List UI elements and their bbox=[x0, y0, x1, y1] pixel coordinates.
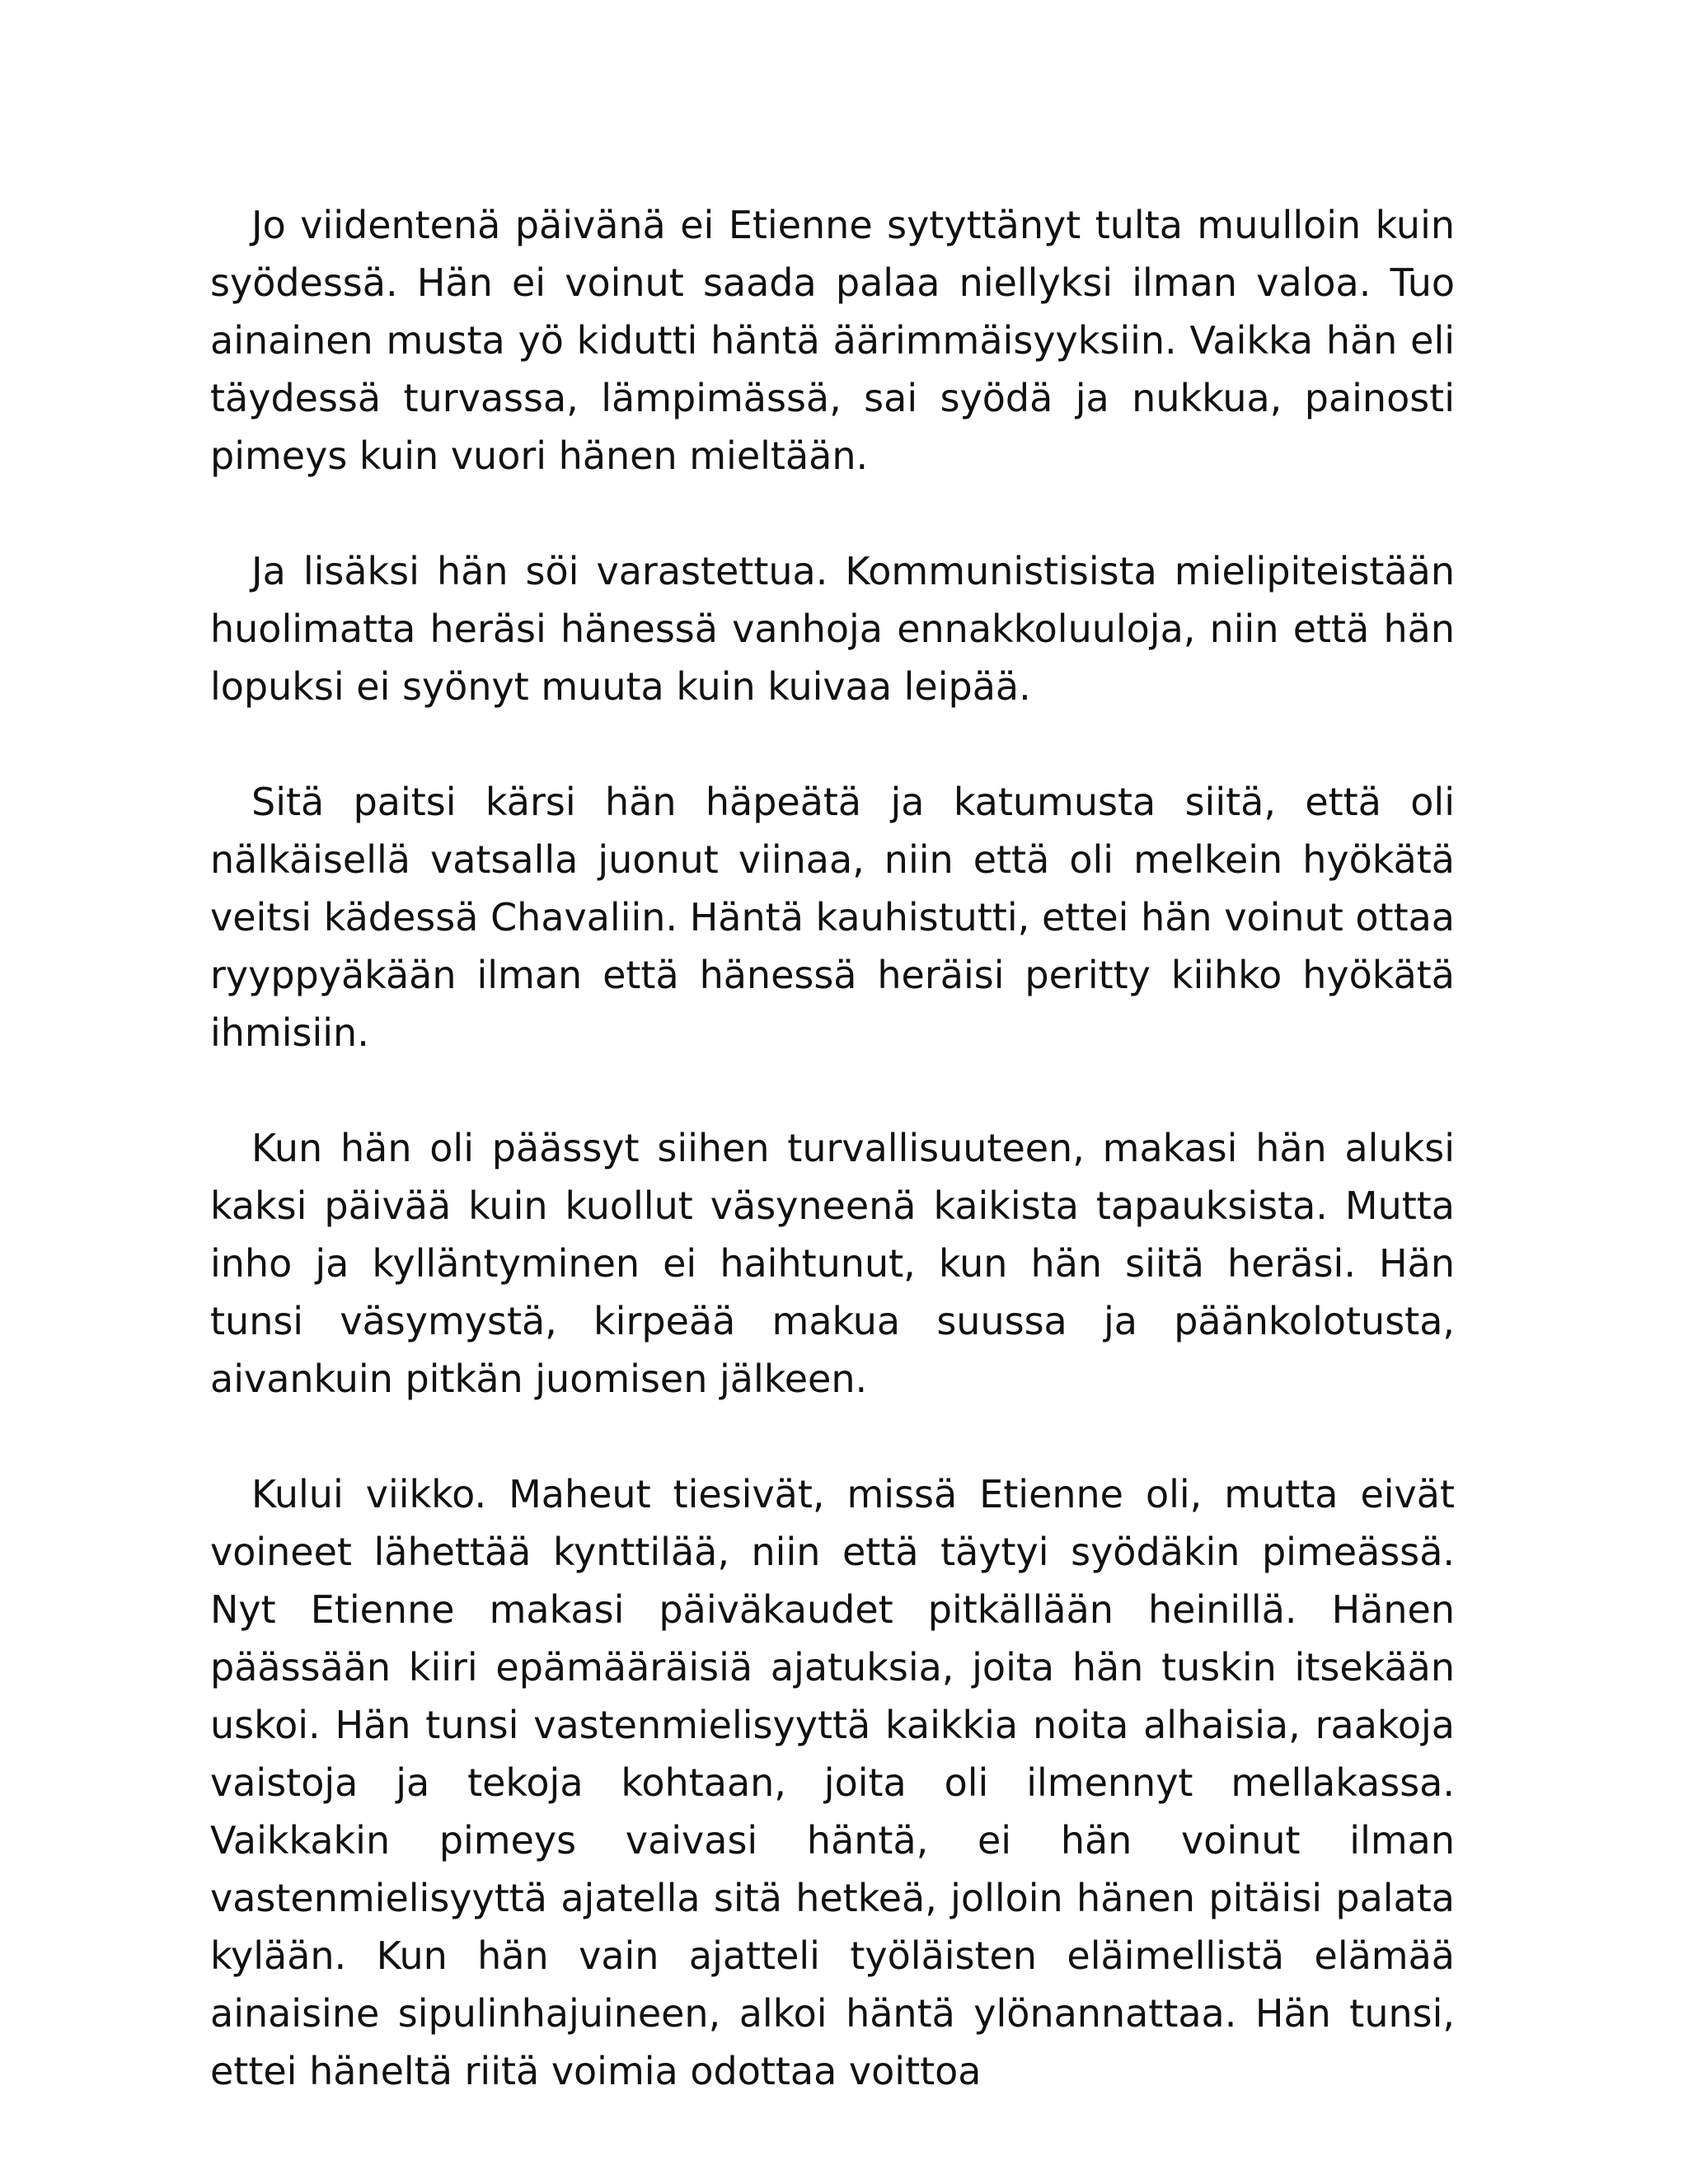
paragraph-4: Kun hän oli päässyt siihen turvallisuuteen, makasi hän aluksi kaksi päivää kuin kuollut väsyneenä kaikista tapauksista. Mutta inho ja kylläntyminen ei haihtunut, kun hän siitä heräsi. Hän tunsi väsymystä, kirpeää makua suussa ja päänkolotusta, aivankuin pitkän juomisen jälkeen. bbox=[210, 1126, 1455, 1401]
paragraph-5: Kului viikko. Maheut tiesivät, missä Etienne oli, mutta eivät voineet lähettää kynttilää, niin että täytyi syödäkin pimeässä. Nyt Etienne makasi päiväkaudet pitkällään heinillä. Hänen päässään kiiri epämääräisiä ajatuksia, joita hän tuskin itsekään uskoi. Hän tunsi vastenmielisyyttä kaikkia noita alhaisia, raakoja vaistoja ja tekoja kohtaan, joita oli ilmennyt mellakassa. Vaikkakin pimeys vaivasi häntä, ei hän voinut ilman vastenmielisyyttä ajatella sitä hetkeä, jolloin hänen pitäisi palata kylään. Kun hän vain ajatteli työläisten eläimellistä elämää ainaisine sipulinhajuineen, alkoi häntä ylönannattaa. Hän tunsi, ettei häneltä riitä voimia odottaa voittoa bbox=[210, 1472, 1455, 2093]
paragraph-3: Sitä paitsi kärsi hän häpeätä ja katumusta siitä, että oli nälkäisellä vatsalla juonut viinaa, niin että oli melkein hyökätä veitsi kädessä Chavaliin. Häntä kauhistutti, ettei hän voinut ottaa ryyppyäkään ilman että hänessä heräisi peritty kiihko hyökätä ihmisiin. bbox=[210, 780, 1455, 1055]
body-text bbox=[210, 196, 1455, 2100]
paragraph-2: Ja lisäksi hän söi varastettua. Kommunistisista mielipiteistään huolimatta heräsi hänessä vanhoja ennakkoluuloja, niin että hän lopuksi ei syönyt muuta kuin kuivaa leipää. bbox=[210, 549, 1455, 709]
paragraph-1: Jo viidentenä päivänä ei Etienne sytyttänyt tulta muulloin kuin syödessä. Hän ei voinut saada palaa niellyksi ilman valoa. Tuo ainainen musta yö kidutti häntä äärimmäisyyksiin. Vaikka hän eli täydessä turvassa, lämpimässä, sai syödä ja nukkua, painosti pimeys kuin vuori hänen mieltään. bbox=[210, 203, 1455, 478]
